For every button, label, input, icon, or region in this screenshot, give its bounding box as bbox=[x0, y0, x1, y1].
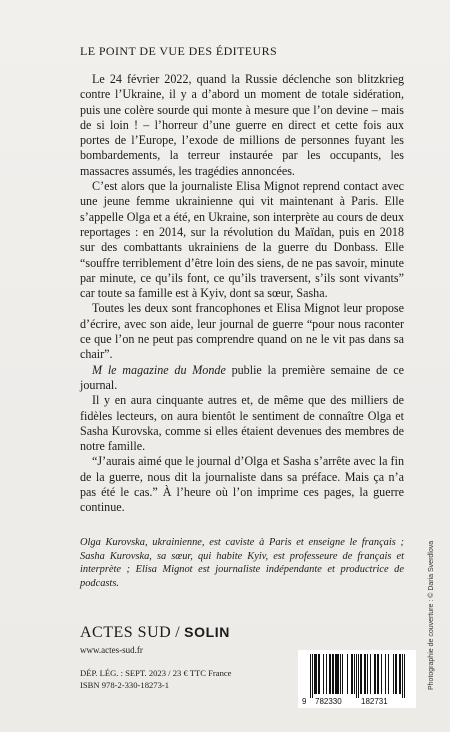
barcode-bar bbox=[314, 654, 315, 694]
publisher-imprint: SOLIN bbox=[184, 624, 230, 640]
barcode-bar bbox=[404, 654, 405, 698]
legal-info bbox=[80, 668, 232, 691]
barcode-bar bbox=[347, 654, 348, 694]
barcode-bar bbox=[318, 654, 319, 694]
magazine-rest: publie la première semaine de ce journal. bbox=[80, 362, 405, 392]
isbn: ISBN 978-2-330-18273-1 bbox=[80, 679, 170, 690]
barcode-bar bbox=[310, 654, 311, 698]
barcode-bar bbox=[316, 654, 317, 694]
paragraph-6: “J’aurais aimé que le journal d’Olga et Sasha s’arrête avec la fin de la guerre, nous dit la journaliste dans sa préface. Mais ça n’a pas été le cas.” À l’heure où l’on imprime ces pages, la guerre continue. bbox=[80, 454, 404, 515]
barcode-bar bbox=[395, 654, 396, 694]
barcode-bar bbox=[354, 654, 355, 694]
publisher-separator: / bbox=[175, 624, 181, 641]
barcode-bar bbox=[360, 654, 361, 694]
barcode-bar bbox=[340, 654, 341, 694]
barcode-bar bbox=[377, 654, 378, 694]
barcode-bar bbox=[402, 654, 403, 698]
barcode-digits: 782330 bbox=[315, 697, 342, 706]
magazine-title: M le magazine du Monde bbox=[92, 362, 226, 377]
barcode-bar bbox=[351, 654, 352, 694]
barcode-bar bbox=[332, 654, 333, 694]
barcode-bar bbox=[367, 654, 368, 694]
barcode-bar bbox=[370, 654, 371, 694]
barcode-bar bbox=[342, 654, 343, 694]
blurb-text bbox=[80, 72, 404, 516]
barcode-bar bbox=[381, 654, 382, 694]
barcode-bar bbox=[315, 654, 316, 694]
barcode-bar bbox=[336, 654, 337, 694]
barcode-bar bbox=[399, 654, 400, 694]
barcode-bar bbox=[333, 654, 334, 694]
barcode-bar bbox=[356, 654, 357, 698]
barcode-digits: 182731 bbox=[361, 697, 388, 706]
publisher-name: ACTES SUD bbox=[80, 624, 172, 641]
paragraph-2: C’est alors que la journaliste Elisa Mignot reprend contact avec une jeune femme ukrainienne qui vit maintenant à Paris. Elle s’appelle Olga et a été, en Ukraine, son interprète au cours de deux reportages : en 2014, sur la révolution du Maïdan, puis en 2018 sur des combattants ukrainiens de la guerre du Donbass. Elle “souffre terriblement d’être loin des siens, de ne pas savoir, minute par minute, ce qu’ils font, ce qu’ils traversent, s’ils sont vivants” car toute sa famille est à Kyiv, dont sa sœur, Sasha. bbox=[80, 179, 404, 301]
barcode-bar bbox=[396, 654, 397, 694]
barcode bbox=[298, 650, 416, 708]
barcode-bar bbox=[329, 654, 330, 694]
paragraph-5: Il y en aura cinquante autres et, de même que des milliers de fidèles lecteurs, on aura bientôt le sentiment de connaître Olga et Sasha Kurovska, comme si elles étaient devenues des membres de notre famille. bbox=[80, 393, 404, 454]
barcode-bar bbox=[374, 654, 375, 694]
paragraph-4 bbox=[80, 363, 404, 394]
barcode-bar bbox=[326, 654, 327, 694]
barcode-bar bbox=[337, 654, 338, 694]
barcode-bar bbox=[388, 654, 389, 694]
barcode-bar bbox=[378, 654, 379, 694]
barcode-bar bbox=[330, 654, 331, 694]
barcode-bar bbox=[319, 654, 320, 694]
barcode-bar bbox=[365, 654, 366, 694]
barcode-bar bbox=[312, 654, 313, 698]
barcode-bars bbox=[298, 650, 416, 708]
barcode-bar bbox=[338, 654, 339, 694]
paragraph-3: Toutes les deux sont francophones et Elisa Mignot leur propose d’écrire, avec son aide, leur journal de guerre “pour nous raconter ce que l’on ne peut pas comprendre quand on ne le vit pas dans sa chair”. bbox=[80, 301, 404, 362]
paragraph-1: Le 24 février 2022, quand la Russie déclenche son blitzkrieg contre l’Ukraine, il y a d’abord un moment de totale sidération, puis une colère sourde qui monte à mesure que l’on devine – mais de si loin ! – l’horreur d’une guerre en direct et cette fois aux portes de l’Europe, l’exode de millions de personnes fuyant les bombardements, la terreur instaurée par les occupants, les massacres assumés, les tragédies annoncées. bbox=[80, 72, 404, 178]
author-bio: Olga Kurovska, ukrainienne, est caviste à Paris et enseigne le français ; Sasha Kurovska, sa sœur, qui habite Kyiv, est professeure de français et interprète ; Elisa Mignot est journaliste indépendante et productrice de podcasts. bbox=[80, 537, 404, 589]
barcode-bar bbox=[364, 654, 365, 694]
barcode-bar bbox=[335, 654, 336, 694]
publisher-logo bbox=[80, 624, 230, 642]
publisher-website: www.actes-sud.fr bbox=[80, 645, 143, 655]
barcode-bar bbox=[323, 654, 324, 694]
barcode-bar bbox=[352, 654, 353, 694]
barcode-bar bbox=[393, 654, 394, 694]
barcode-bar bbox=[385, 654, 386, 694]
barcode-digits: 9 bbox=[302, 697, 307, 706]
section-heading: LE POINT DE VUE DES ÉDITEURS bbox=[80, 44, 278, 58]
barcode-bar bbox=[358, 654, 359, 698]
barcode-bar bbox=[400, 654, 401, 694]
legal-deposit: DÉP. LÉG. : SEPT. 2023 / 23 € TTC France bbox=[80, 668, 232, 678]
photo-credit: Photographie de couverture : © Daria Sverdlova bbox=[428, 540, 435, 690]
barcode-bar bbox=[375, 654, 376, 694]
barcode-bar bbox=[361, 654, 362, 694]
